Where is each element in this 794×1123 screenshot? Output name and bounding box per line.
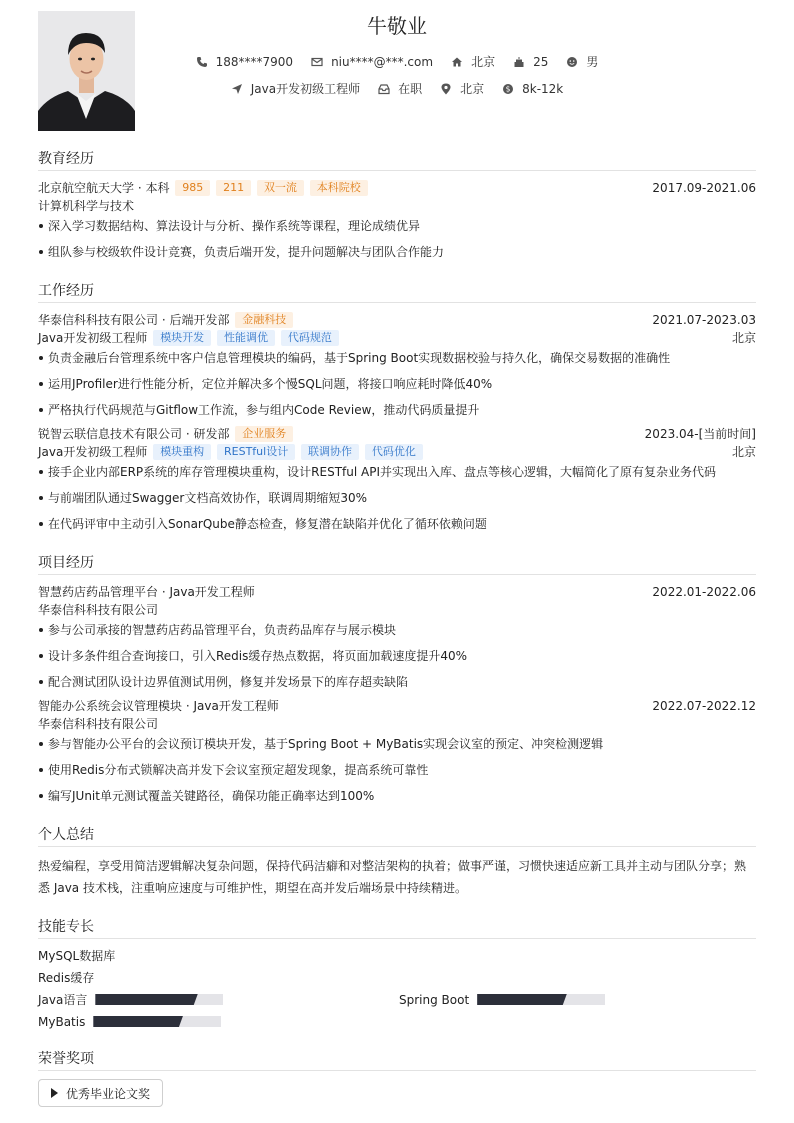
phone-info [196,55,293,69]
skill-item: Redis缓存 [38,971,95,985]
city-text: 北京 [460,82,485,96]
skill-name: Java语言 [38,993,88,1007]
school-tag: 985 [175,180,210,196]
play-triangle-icon [51,1088,58,1098]
school-tag: 211 [216,180,251,196]
status-info [378,80,422,97]
map-pin-icon [440,83,452,95]
currency-icon [502,83,514,95]
work-section [38,281,756,303]
skill-tag: RESTful设计 [217,444,295,460]
mail-icon [311,56,323,68]
position-info [231,80,360,97]
job-header [38,425,756,443]
job-role: Java开发初级工程师 [38,445,148,459]
school-name: 北京航空航天大学 · 本科 [38,181,170,195]
position-text: Java开发初级工程师 [250,82,361,96]
job-bullet: 与前端团队通过Swagger文档高效协作，联调周期缩短30% [38,489,756,507]
location-text: 北京 [471,55,496,69]
award-name: 优秀毕业论文奖 [66,1086,151,1101]
section-title: 技能专长 [38,917,756,939]
age-text: 25 [533,54,549,69]
skill-level-fill [477,994,567,1005]
contact-row [38,53,756,70]
company-name: 华泰信科科技有限公司 · 后端开发部 [38,313,230,327]
education-bullet: 深入学习数据结构、算法设计与分析、操作系统等课程，理论成绩优异 [38,217,756,235]
award-item[interactable] [38,1079,163,1107]
summary-text [38,855,756,899]
job-bullet: 负责金融后台管理系统中客户信息管理模块的编码，基于Spring Boot实现数据校验与持久化，确保交易数据的准确性 [38,349,756,367]
skill-tag: 联调协作 [301,444,359,460]
email-text: niu****@***.com [331,54,434,69]
skill-rated [38,1013,221,1031]
job-date: 2023.04-[当前时间] [644,427,756,441]
age-info [513,55,548,69]
phone-text: 188****7900 [215,54,294,69]
job-bullet: 在代码评审中主动引入SonarQube静态检查，修复潜在缺陷并优化了循环依赖问题 [38,515,756,533]
inbox-icon [378,83,390,95]
phone-icon [196,56,208,68]
project-company: 华泰信科科技有限公司 [38,717,159,731]
skill-rated-row [38,1013,756,1031]
skill-tag: 模块重构 [153,444,211,460]
education-header [38,179,756,197]
skills-section [38,917,756,939]
section-title: 工作经历 [38,281,756,303]
summary-line: 悉 Java 技术栈，注重响应速度与可维护性，期望在高并发后端场景中持续精进。 [38,881,467,895]
skill-tag: 代码规范 [281,330,339,346]
home-info [451,53,495,70]
project-bullet: 设计多条件组合查询接口，引入Redis缓存热点数据，将页面加载速度提升40% [38,647,756,665]
skill-rated [399,991,605,1009]
smiley-icon [566,56,578,68]
gender-info [566,53,598,70]
job-role-row [38,443,756,461]
skill-level-bar [95,994,223,1005]
education-major: 计算机科学与技术 [38,199,135,213]
skill-name: Spring Boot [399,993,470,1007]
education-section [38,149,756,171]
skill-level-bar [477,994,605,1005]
education-bullet: 组队参与校级软件设计竞赛，负责后端开发，提升问题解决与团队合作能力 [38,243,756,261]
project-name: 智慧药店药品管理平台 · Java开发工程师 [38,585,255,599]
candidate-name: 牛敬业 [367,14,427,38]
skill-level-fill [93,1016,183,1027]
project-date: 2022.01-2022.06 [652,585,756,599]
projects-section [38,553,756,575]
honors-section [38,1049,756,1071]
summary-section [38,825,756,847]
section-title: 荣誉奖项 [38,1049,756,1071]
project-bullet: 参与智能办公平台的会议预订模块开发，基于Spring Boot + MyBatis实现会议室的预定、冲突检测逻辑 [38,735,756,753]
school-tag: 双一流 [257,180,304,196]
skill-item: MySQL数据库 [38,949,116,963]
job-location: 北京 [731,445,756,459]
send-icon [231,83,243,95]
salary-text: 8k-12k [522,81,564,96]
project-header [38,583,756,601]
project-bullet: 编写JUnit单元测试覆盖关键路径，确保功能正确率达到100% [38,787,756,805]
job-role: Java开发初级工程师 [38,331,148,345]
skill-tag: 模块开发 [153,330,211,346]
job-date: 2021.07-2023.03 [652,313,756,327]
job-bullet: 运用JProfiler进行性能分析，定位并解决多个慢SQL问题，将接口响应耗时降低40% [38,375,756,393]
skill-level-fill [95,994,197,1005]
cake-icon [513,56,525,68]
company-name: 锐智云联信息技术有限公司 · 研发部 [38,427,230,441]
education-date: 2017.09-2021.06 [652,181,756,195]
salary-info [502,82,563,96]
job-location: 北京 [731,331,756,345]
job-role-row [38,329,756,347]
industry-tag: 金融科技 [235,312,293,328]
section-title: 教育经历 [38,149,756,171]
job-intent-row [38,80,756,97]
project-bullet: 参与公司承接的智慧药店药品管理平台，负责药品库存与展示模块 [38,621,756,639]
section-title: 个人总结 [38,825,756,847]
skill-level-bar [93,1016,221,1027]
skill-rated-row [38,991,756,1009]
skill-name: MyBatis [38,1015,86,1029]
city-info [440,80,484,97]
project-header [38,697,756,715]
status-text: 在职 [398,82,423,96]
project-company: 华泰信科科技有限公司 [38,603,159,617]
school-tag: 本科院校 [310,180,368,196]
gender-text: 男 [586,55,599,69]
job-bullet: 严格执行代码规范与Gitflow工作流，参与组内Code Review，推动代码质量提升 [38,401,756,419]
project-date: 2022.07-2022.12 [652,699,756,713]
job-bullet: 接手企业内部ERP系统的库存管理模块重构，设计RESTful API并实现出入库、盘点等核心逻辑，大幅简化了原有复杂业务代码 [38,463,756,481]
project-name: 智能办公系统会议管理模块 · Java开发工程师 [38,699,279,713]
section-title: 项目经历 [38,553,756,575]
skill-tag: 代码优化 [365,444,423,460]
email-info [311,55,433,69]
skill-tag: 性能调优 [217,330,275,346]
project-bullet: 配合测试团队设计边界值测试用例，修复并发场景下的库存超卖缺陷 [38,673,756,691]
resume-page [38,0,756,1123]
job-header [38,311,756,329]
project-bullet: 使用Redis分布式锁解决高并发下会议室预定超发现象，提高系统可靠性 [38,761,756,779]
summary-line: 热爱编程，享受用简洁逻辑解决复杂问题，保持代码洁癖和对整洁架构的执着；做事严谨，习惯快速适应新工具并主动与团队分享；熟 [38,859,747,873]
home-icon [451,56,463,68]
skill-rated [38,991,223,1009]
industry-tag: 企业服务 [235,426,293,442]
svg-text:$: $ [505,84,511,94]
